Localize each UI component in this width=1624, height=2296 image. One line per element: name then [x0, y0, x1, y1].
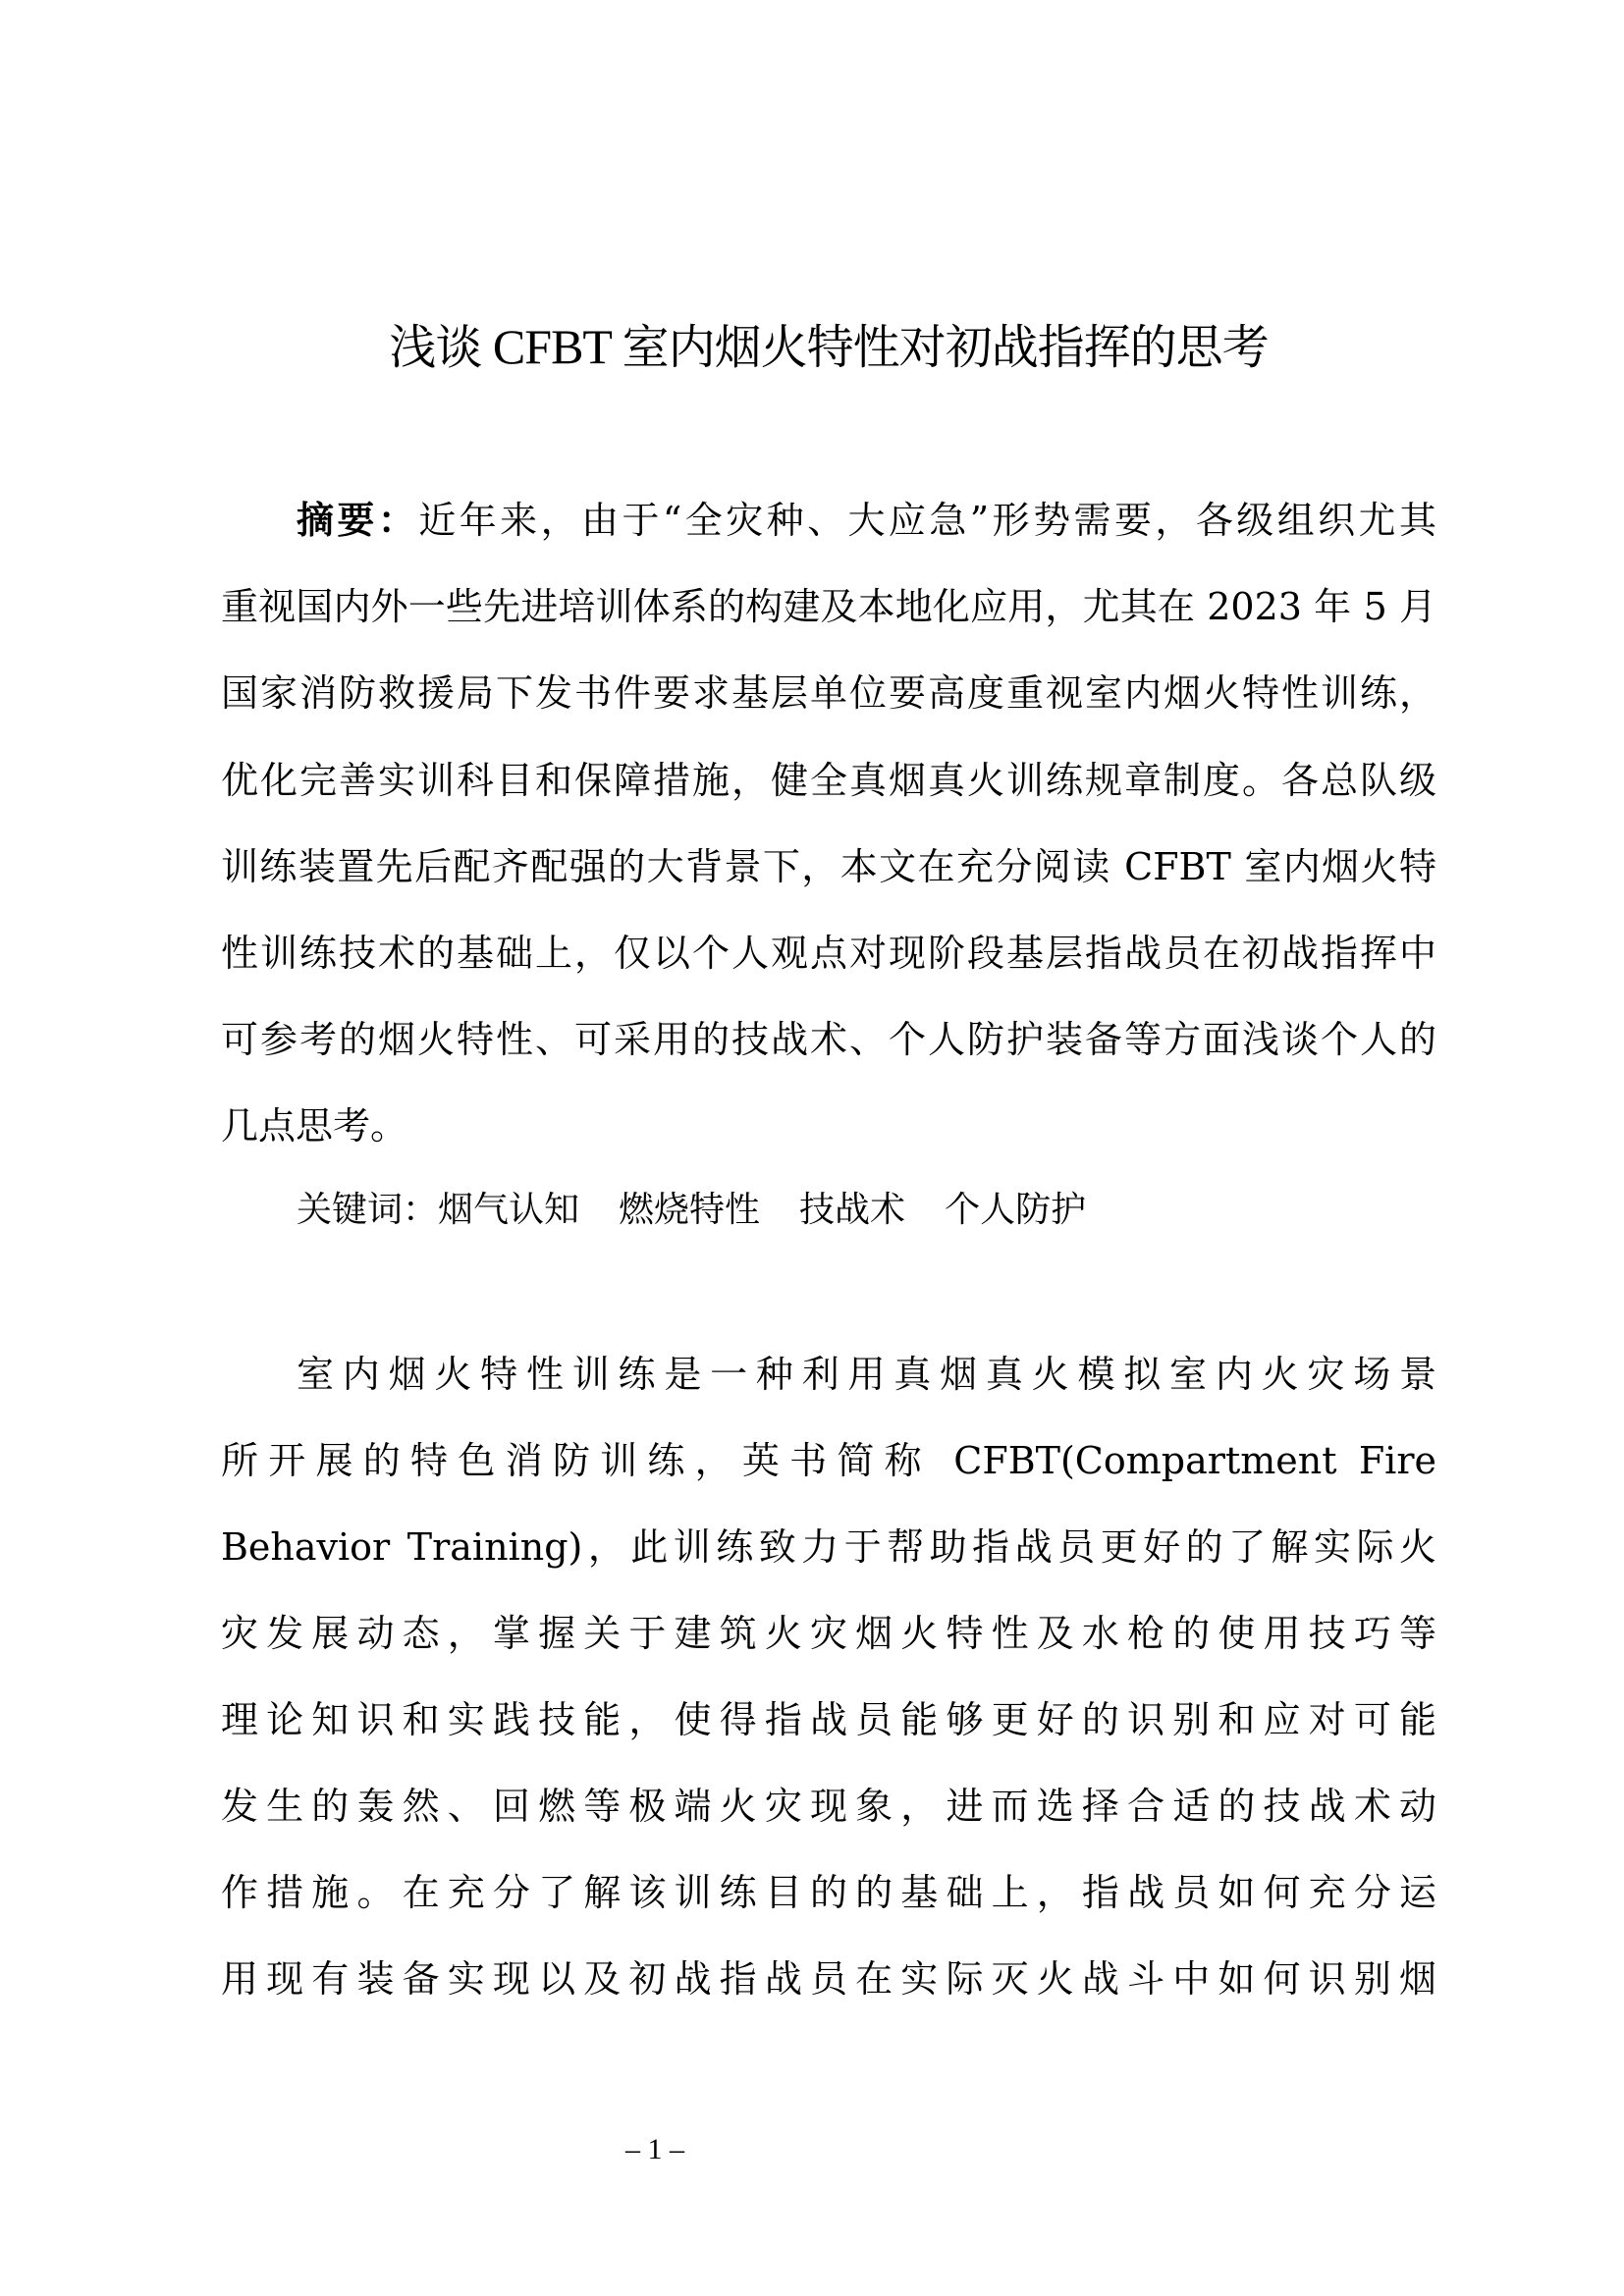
abstract-line-6: 性训练技术的基础上，仅以个人观点对现阶段基层指战员在初战指挥中 [221, 932, 1436, 975]
body-line-2: 所开展的特色消防训练，英书简称 CFBT(Compartment Fire [221, 1439, 1436, 1482]
keyword-item: 烟气认知 [438, 1190, 580, 1230]
keywords-label: 关键词： [297, 1190, 439, 1230]
document-title [221, 312, 1436, 381]
keyword-item: 个人防护 [945, 1190, 1087, 1230]
keyword-item: 燃烧特性 [619, 1190, 761, 1230]
page-number: – 1 – [625, 2133, 684, 2165]
body-line-7: 作措施。在充分了解该训练目的的基础上，指战员如何充分运 [221, 1871, 1436, 1914]
title-prefix: 浅谈 [389, 320, 482, 375]
body-line-8: 用现有装备实现以及初战指战员在实际灭火战斗中如何识别烟 [221, 1957, 1436, 2001]
keyword-item: 技战术 [799, 1190, 906, 1230]
abstract-line-2: 重视国内外一些先进培训体系的构建及本地化应用，尤其在 2023 年 5 月 [221, 585, 1436, 628]
body-line-3: Behavior Training)，此训练致力于帮助指战员更好的了解实际火 [221, 1525, 1436, 1569]
abstract-line-4: 优化完善实训科目和保障措施，健全真烟真火训练规章制度。各总队级 [221, 759, 1436, 802]
abstract-line-3: 国家消防救援局下发书件要求基层单位要高度重视室内烟火特性训练， [221, 671, 1436, 715]
keywords-line [297, 1181, 1086, 1240]
title-suffix: 室内烟火特性对初战指挥的思考 [622, 320, 1269, 375]
body-line-6: 发生的轰然、回燃等极端火灾现象，进而选择合适的技战术动 [221, 1785, 1436, 1828]
body-line-4: 灾发展动态，掌握关于建筑火灾烟火特性及水枪的使用技巧等 [221, 1612, 1436, 1655]
title-latin: CFBT [492, 319, 612, 374]
abstract-line-1: 摘要：近年来，由于“全灾种、大应急”形势需要，各级组织尤其 [297, 499, 1436, 542]
abstract-line-8: 几点思考。 [221, 1104, 408, 1148]
abstract-line-5: 训练装置先后配齐配强的大背景下，本文在充分阅读 CFBT 室内烟火特 [221, 845, 1436, 888]
body-line-1: 室内烟火特性训练是一种利用真烟真火模拟室内火灾场景 [297, 1353, 1436, 1396]
abstract-label: 摘要： [297, 499, 419, 542]
body-line-5: 理论知识和实践技能，使得指战员能够更好的识别和应对可能 [221, 1698, 1436, 1741]
abstract-line-7: 可参考的烟火特性、可采用的技战术、个人防护装备等方面浅谈个人的 [221, 1018, 1436, 1061]
